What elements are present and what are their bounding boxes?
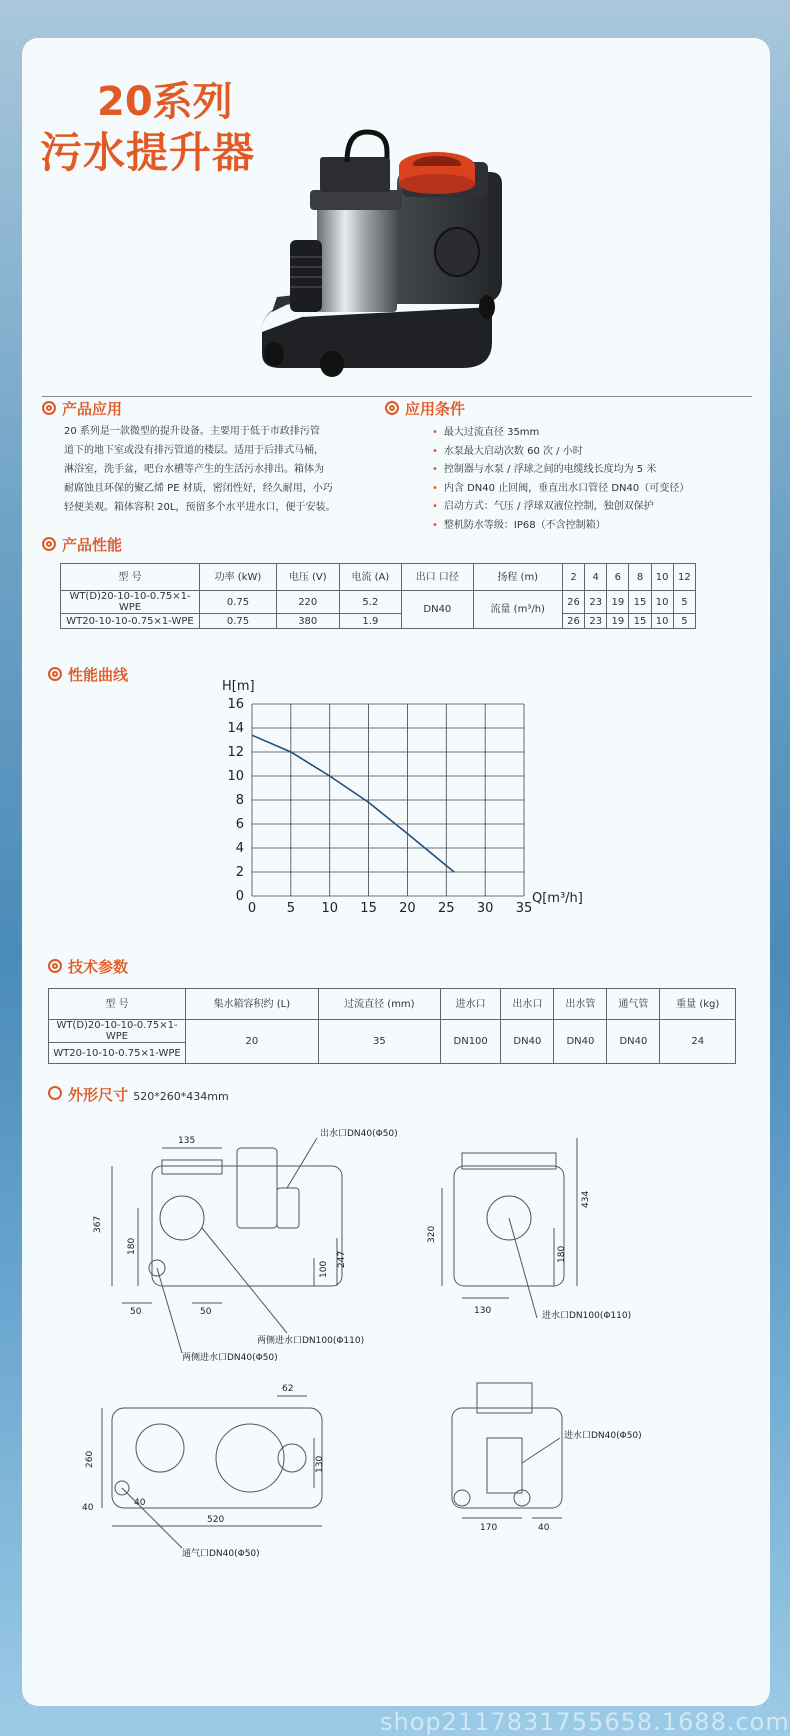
section-heading-application: 产品应用 [42, 398, 122, 419]
condition-item: • 水泵最大启动次数 60 次 / 小时 [432, 443, 762, 462]
condition-item: • 启动方式：气压 / 浮球双液位控制，独创双保护 [432, 498, 762, 517]
y-tick-label: 16 [227, 697, 244, 712]
dim-170: 170 [480, 1523, 498, 1533]
y-tick-label: 4 [235, 841, 244, 856]
product-card [22, 38, 770, 1706]
performance-curve-chart [202, 674, 622, 934]
dimensions-size: 520*260*434mm [133, 1090, 229, 1103]
x-tick-label: 5 [286, 901, 295, 916]
y-tick-label: 0 [235, 889, 244, 904]
table-header-row: 型 号 功率 (kW) 电压 (V) 电流 (A) 出口 口径 扬程 (m) 2 4 6 8 10 12 [61, 564, 696, 591]
y-tick-label: 10 [227, 769, 244, 784]
y-tick-label: 14 [227, 721, 244, 736]
side-view [442, 1138, 577, 1318]
tech-params-table [48, 988, 736, 1064]
dim-50a: 50 [130, 1307, 142, 1317]
ring-bullet-icon [42, 401, 56, 415]
condition-item: • 控制器与水泵 / 浮球之间的电缆线长度均为 5 米 [432, 461, 762, 480]
section-heading-dimensions: 外形尺寸 520*260*434mm [48, 1084, 229, 1105]
dim-50b: 50 [200, 1307, 212, 1317]
dim-180a: 180 [127, 1237, 137, 1255]
ring-bullet-icon [42, 537, 56, 551]
label-side-inlet-50: 两侧进水口DN40(Φ50) [182, 1353, 278, 1363]
x-tick-label: 20 [399, 901, 416, 916]
dim-130a: 130 [474, 1306, 492, 1316]
table-row: WT(D)20-10-10-0.75×1-WPE 20 35 DN100 DN40 DN40 DN40 24 [49, 1020, 736, 1043]
series-line [252, 735, 454, 872]
label-outlet: 出水口DN40(Φ50) [320, 1129, 398, 1139]
header-divider [42, 396, 752, 397]
ring-bullet-icon [48, 667, 62, 681]
title-product: 污水提升器 [40, 128, 256, 177]
x-tick-label: 30 [476, 901, 494, 916]
dim-40a: 40 [82, 1503, 94, 1513]
section-heading-curve: 性能曲线 [48, 664, 128, 685]
dim-135: 135 [178, 1136, 196, 1146]
dim-320: 320 [427, 1225, 437, 1243]
condition-item: • 最大过流直径 35mm [432, 424, 762, 443]
conditions-list [432, 424, 762, 535]
dim-260: 260 [85, 1450, 95, 1468]
back-view [452, 1383, 562, 1518]
y-tick-label: 12 [227, 745, 244, 760]
dimension-drawings [82, 1108, 742, 1633]
label-inlet-50: 进水口DN40(Φ50) [564, 1431, 642, 1441]
performance-table [60, 563, 696, 629]
ring-bullet-icon [48, 1086, 62, 1100]
title-series: 20系列 [97, 79, 233, 125]
top-view [102, 1396, 322, 1548]
dim-130b: 130 [315, 1455, 325, 1473]
condition-item: • 整机防水等级：IP68（不含控制箱） [432, 517, 762, 536]
x-axis-label: Q[m³/h] [532, 891, 583, 906]
table-header-row: 型 号 集水箱容积约 (L) 过流直径 (mm) 进水口 出水口 出水管 通气管 重量 (kg) [49, 989, 736, 1020]
label-inlet-110: 进水口DN100(Φ110) [542, 1311, 632, 1321]
dim-62: 62 [282, 1384, 294, 1394]
table-row: WT20-10-10-0.75×1-WPE [49, 1043, 736, 1064]
label-vent: 通气口DN40(Φ50) [182, 1549, 260, 1559]
label-side-inlet-110: 两侧进水口DN100(Φ110) [257, 1336, 365, 1346]
table-row: WT(D)20-10-10-0.75×1-WPE 0.75 220 5.2 DN40 流量 (m³/h) 26 23 19 15 10 5 [61, 591, 696, 614]
dim-520: 520 [207, 1515, 225, 1525]
dim-434: 434 [581, 1190, 591, 1208]
x-tick-label: 15 [360, 901, 377, 916]
x-tick-label: 0 [247, 901, 257, 916]
y-tick-label: 6 [235, 817, 244, 832]
application-paragraph: 20 系列是一款微型的提升设备。主要用于低于市政排污管 道下的地下室或没有排污管道的楼层。适用于后排式马桶， 淋浴室，洗手盆，吧台水槽等产生的生活污水排出。箱体为 耐腐蚀且环保的聚乙烯 PE 材质，密闭性好，经久耐用，小巧 轻便美观。箱体容积 20L，预留多个水平进水口，便于安装。 [64, 426, 336, 513]
dim-367: 367 [93, 1215, 103, 1233]
dim-100: 100 [319, 1260, 329, 1278]
ring-bullet-icon [385, 401, 399, 415]
pump-product-image [262, 92, 562, 382]
x-tick-label: 35 [515, 901, 533, 916]
dim-180b: 180 [557, 1245, 567, 1263]
y-tick-label: 2 [235, 865, 244, 880]
x-tick-label: 10 [321, 901, 338, 916]
section-heading-tech: 技术参数 [48, 956, 128, 977]
section-heading-conditions: 应用条件 [385, 398, 465, 419]
condition-item: • 内含 DN40 止回阀，垂直出水口管径 DN40（可变径） [432, 480, 762, 499]
dim-247: 247 [337, 1250, 347, 1268]
y-tick-label: 8 [235, 793, 244, 808]
ring-bullet-icon [48, 959, 62, 973]
y-axis-label: H[m] [222, 679, 255, 694]
dim-40b: 40 [134, 1498, 146, 1508]
front-view [112, 1138, 342, 1353]
table-row: WT20-10-10-0.75×1-WPE 0.75 380 1.9 26 23 19 15 10 5 [61, 614, 696, 629]
watermark-url: shop2117831755658.1688.com [380, 1708, 790, 1736]
section-heading-performance: 产品性能 [42, 534, 122, 555]
dim-40c: 40 [538, 1523, 550, 1533]
x-tick-label: 25 [438, 901, 455, 916]
